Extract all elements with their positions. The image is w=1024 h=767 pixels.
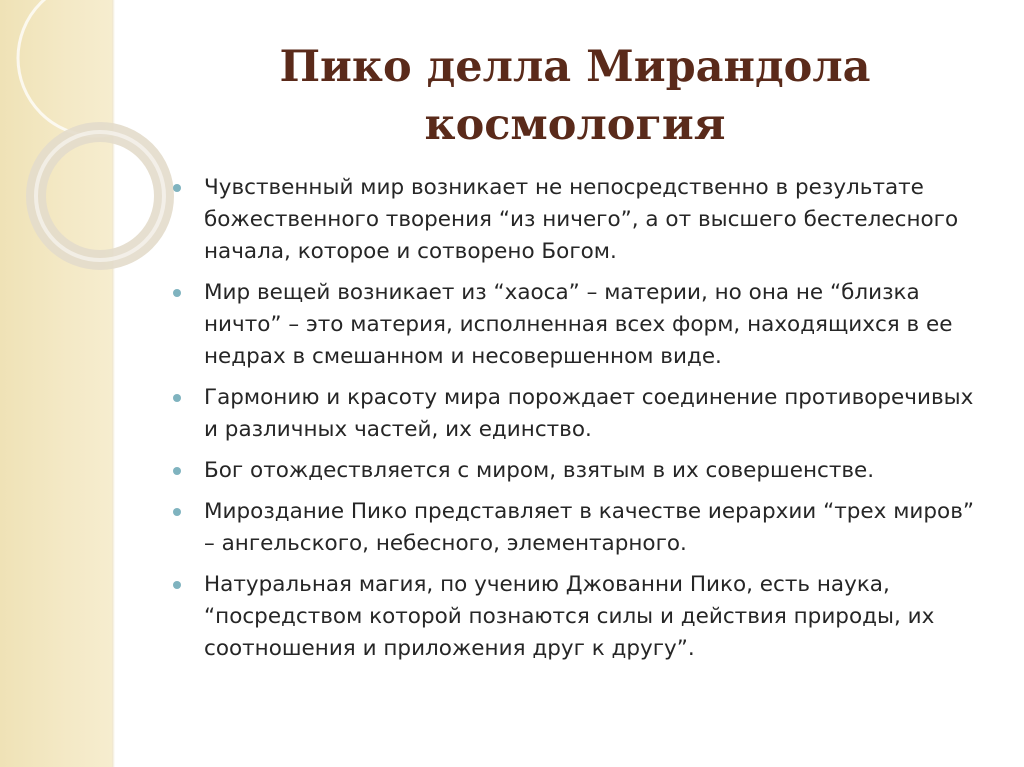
bullet-dot-icon [173, 508, 181, 516]
bullet-dot-icon [173, 394, 181, 402]
bullet-item [170, 455, 990, 487]
bullet-item [170, 496, 990, 560]
bullet-item [170, 277, 990, 373]
bullet-item [170, 382, 990, 446]
title-line-2: космология [424, 100, 726, 150]
title-line-1: Пико делла Мирандола [279, 42, 871, 92]
bullet-list [170, 172, 990, 674]
bullet-text: Мироздание Пико представляет в качестве иерархии “трех миров” – ангельского, небесного, элементарного. [204, 499, 975, 556]
bullet-item [170, 172, 990, 268]
bullet-dot-icon [173, 289, 181, 297]
bullet-item [170, 569, 990, 665]
bullet-dot-icon [173, 184, 181, 192]
bullet-text: Натуральная магия, по учению Джованни Пико, есть наука, “посредством которой познаются силы и действия природы, их соотношения и приложения друг к другу”. [204, 572, 935, 661]
bullet-text: Бог отождествляется с миром, взятым в их совершенстве. [204, 458, 875, 483]
slide-title [160, 38, 990, 154]
bullet-dot-icon [173, 467, 181, 475]
bullet-text: Мир вещей возникает из “хаоса” – материи, но она не “близка ничто” – это материя, исполненная всех форм, находящихся в ее недрах в смешанном и несовершенном виде. [204, 280, 953, 369]
bullet-text: Чувственный мир возникает не непосредственно в результате божественного творения “из ничего”, а от высшего бестелесного начала, которое и сотворено Богом. [204, 175, 959, 264]
bullet-text: Гармонию и красоту мира порождает соединение противоречивых и различных частей, их единство. [204, 385, 974, 442]
bullet-dot-icon [173, 581, 181, 589]
